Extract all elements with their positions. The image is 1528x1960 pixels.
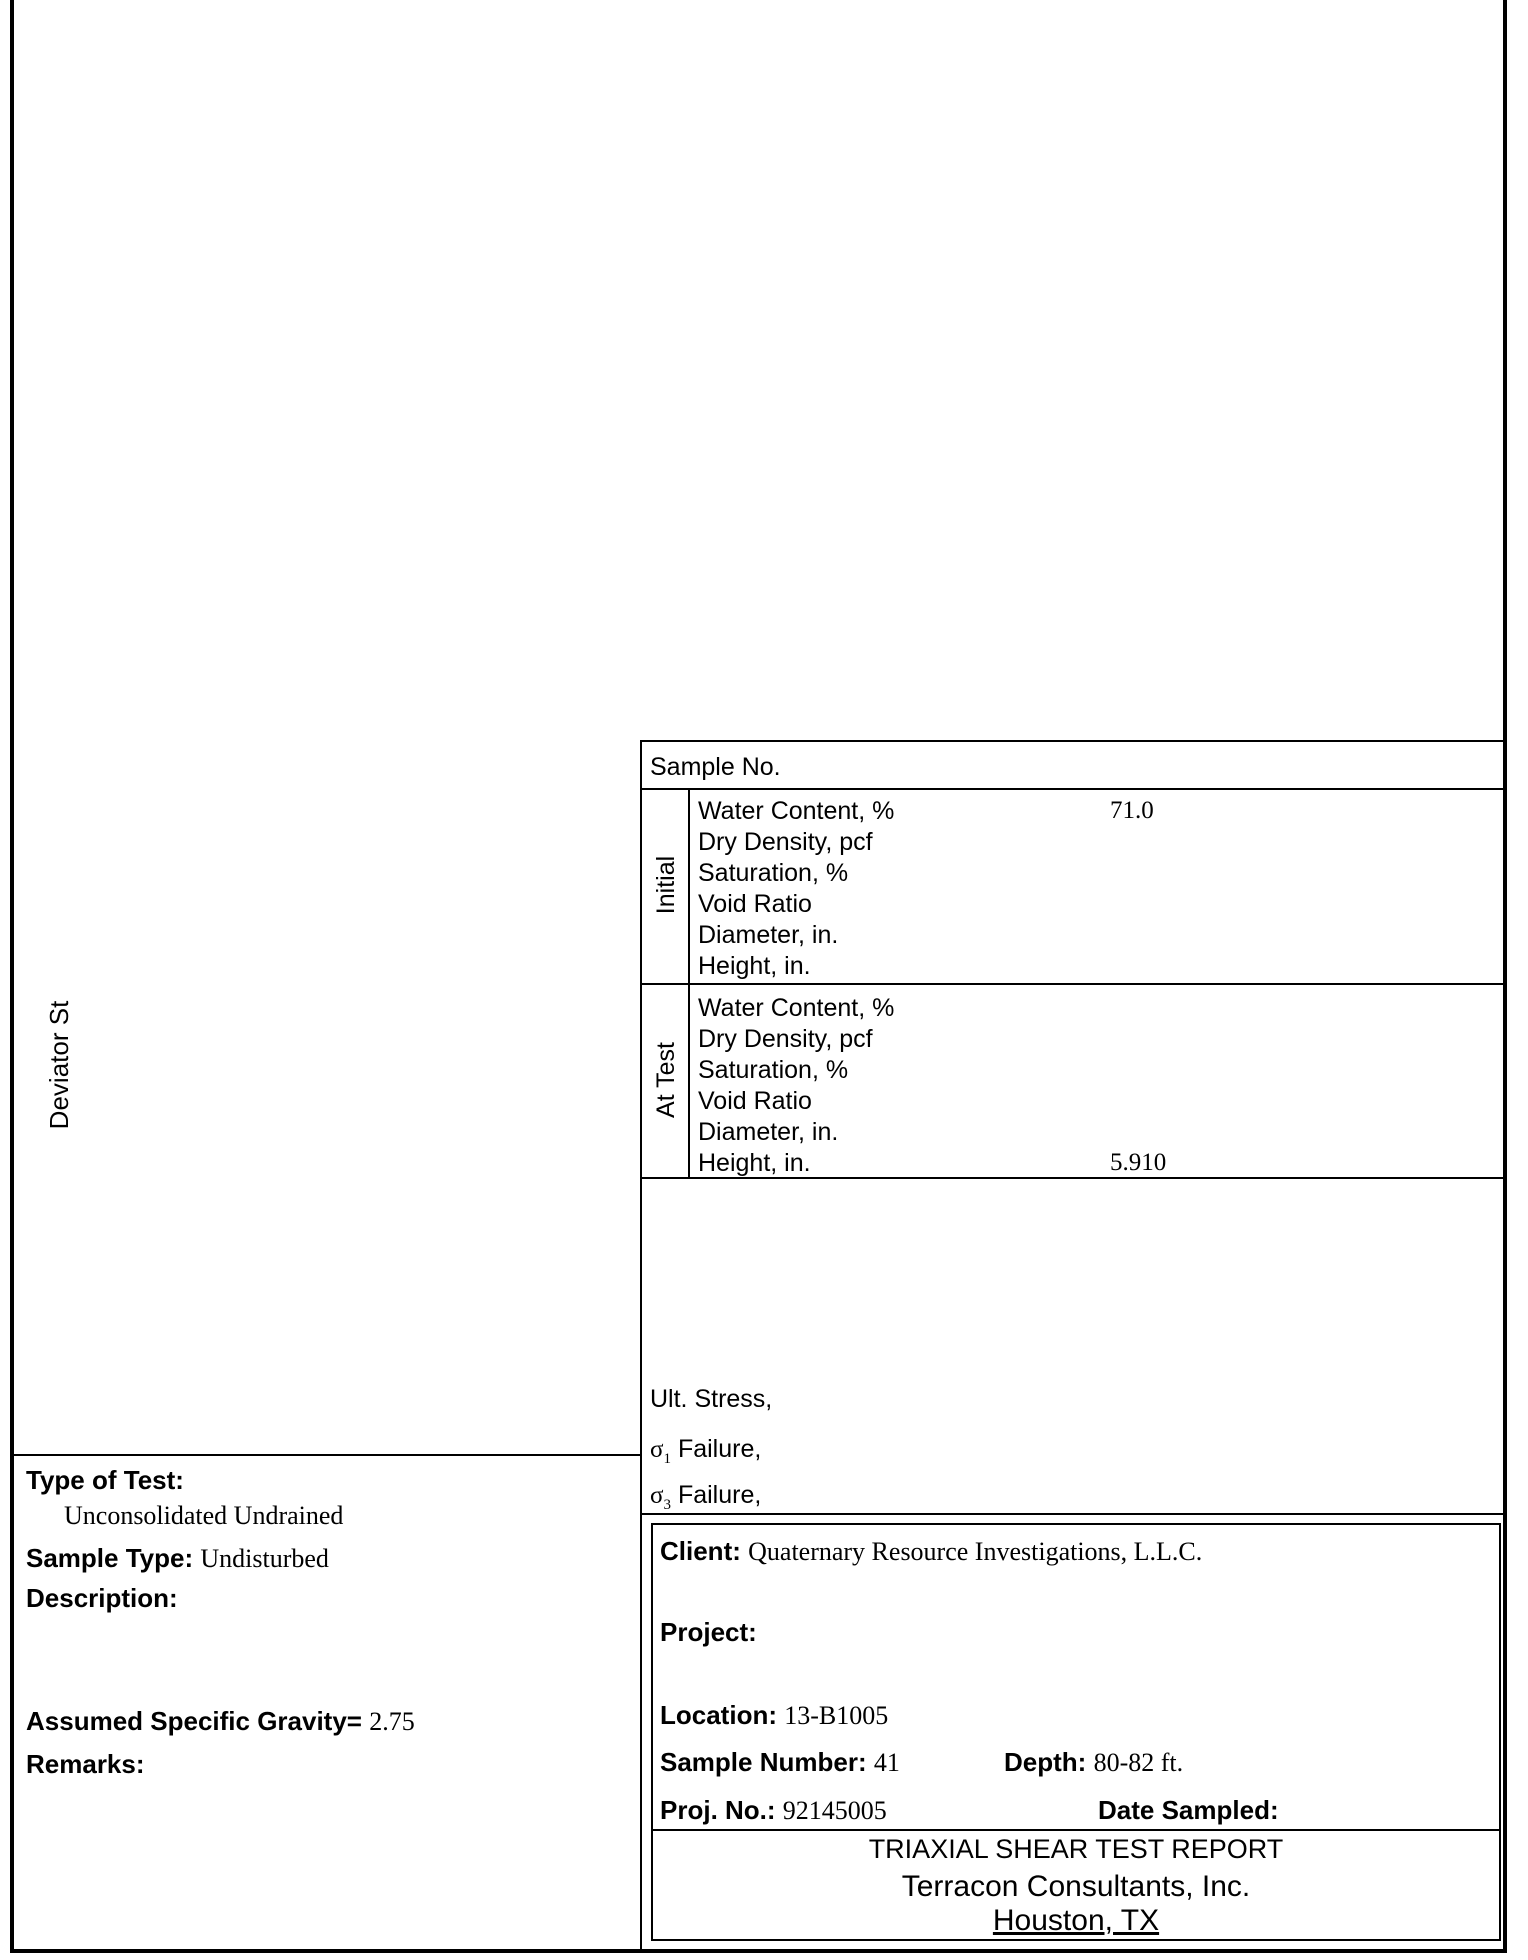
report-footer-divider [651,1829,1501,1831]
initial-row-water-content: Water Content, % [698,797,895,825]
type-of-test-value: Unconsolidated Undrained [64,1501,344,1530]
depth-label: Depth: [1004,1747,1087,1777]
proj-no-line [660,1795,887,1826]
client-value: Quaternary Resource Investigations, L.L.C. [748,1537,1203,1566]
attest-group-label: At Test [652,1042,680,1118]
attest-row-diameter: Diameter, in. [698,1118,839,1146]
initial-row-height: Height, in. [698,952,811,980]
label-column-divider [688,789,690,1179]
client-line [660,1536,1202,1567]
date-sampled-label: Date Sampled: [1098,1795,1279,1825]
location-line [660,1700,888,1731]
location-value: 13-B1005 [784,1701,889,1730]
sigma1-failure-label [650,1434,761,1475]
table-left-border [640,740,642,1952]
y-axis-label: Deviator St [44,1000,74,1130]
report-title: TRIAXIAL SHEAR TEST REPORT [868,1834,1284,1864]
specific-gravity-value: 2.75 [369,1707,415,1736]
test-info-top-border [10,1454,642,1456]
depth-line [1004,1747,1183,1778]
sample-number-value: 41 [873,1748,900,1777]
remarks-label: Remarks: [26,1749,145,1779]
sample-number-line [660,1747,900,1778]
initial-group-label: Initial [652,855,680,915]
table-top-border [640,740,1506,742]
specific-gravity-line [26,1706,415,1737]
depth-value: 80-82 ft. [1093,1748,1184,1777]
sigma3-failure-text: Failure, [677,1481,762,1509]
sigma1-failure-text: Failure, [677,1435,762,1463]
ult-stress-label: Ult. Stress, [650,1385,773,1413]
sample-number-label: Sample Number: [660,1747,867,1777]
client-label: Client: [660,1536,741,1566]
project-label: Project: [660,1617,757,1647]
report-city: Houston, TX [992,1904,1160,1937]
attest-row-saturation: Saturation, % [698,1056,849,1084]
sample-no-header: Sample No. [650,753,781,781]
sigma1-subscript: 1 [663,1451,671,1467]
frame-left-border [10,0,14,1953]
attest-row-dry-density: Dry Density, pcf [698,1025,873,1053]
frame-right-border [1503,0,1507,1953]
sigma3-failure-label [650,1480,761,1521]
attest-row-water-content: Water Content, % [698,994,895,1022]
location-label: Location: [660,1700,777,1730]
attest-row-height: Height, in. [698,1149,811,1177]
table-header-divider [640,788,1506,790]
frame-bottom-border [10,1949,1507,1953]
initial-water-content-value: 71.0 [1110,797,1154,824]
description-label: Description: [26,1583,178,1613]
sample-type-label: Sample Type: [26,1543,194,1573]
sample-type-value: Undisturbed [200,1544,329,1573]
sigma3-subscript: 3 [663,1497,671,1513]
proj-no-label: Proj. No.: [660,1795,776,1825]
proj-no-value: 92145005 [782,1796,887,1825]
sample-type-line [26,1543,329,1574]
attest-height-value: 5.910 [1110,1149,1167,1176]
initial-row-saturation: Saturation, % [698,859,849,887]
attest-row-void-ratio: Void Ratio [698,1087,812,1115]
initial-row-void-ratio: Void Ratio [698,890,812,918]
initial-row-dry-density: Dry Density, pcf [698,828,873,856]
sigma1-symbol: σ [650,1436,664,1463]
results-bottom-border [640,1513,1506,1515]
type-of-test-label: Type of Test: [26,1465,184,1495]
sigma3-symbol: σ [650,1482,664,1509]
initial-divider [640,983,1506,985]
initial-row-diameter: Diameter, in. [698,921,839,949]
specific-gravity-label: Assumed Specific Gravity= [26,1706,362,1736]
report-company: Terracon Consultants, Inc. [901,1870,1251,1903]
